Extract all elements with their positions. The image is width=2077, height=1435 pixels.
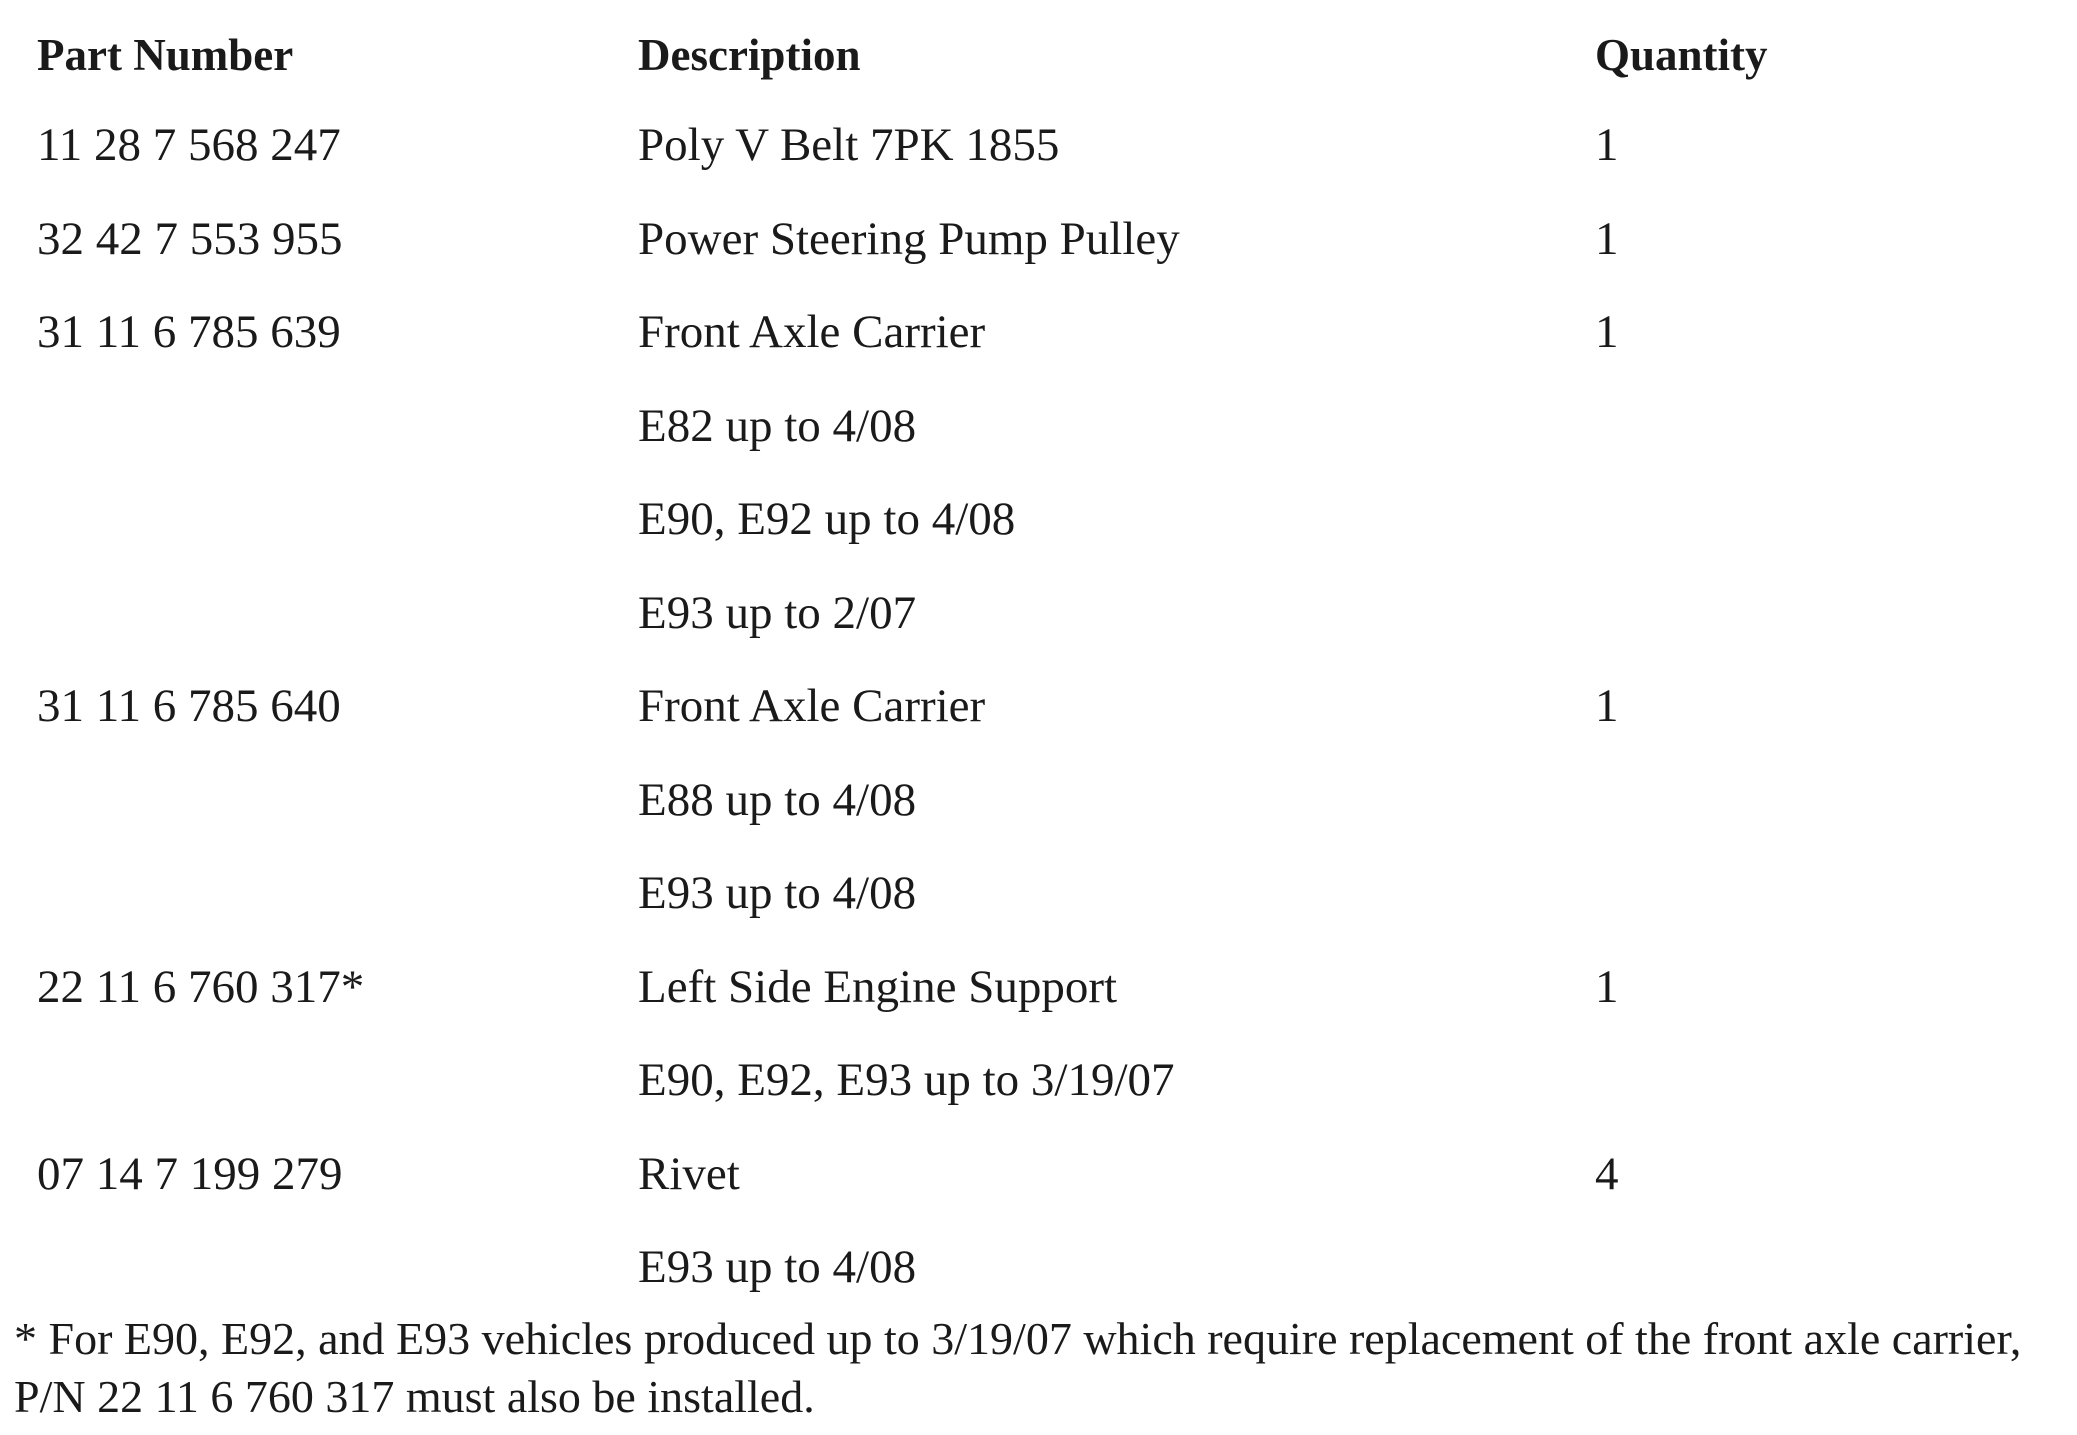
part-number-cell: 32 42 7 553 955 <box>37 212 343 265</box>
description-cell: Poly V Belt 7PK 1855 <box>638 119 1060 171</box>
description-cell: Left Side Engine Support <box>638 960 1118 1013</box>
table-row <box>37 576 2037 670</box>
description-cell: Front Axle Carrier <box>638 680 986 732</box>
table-row <box>37 1043 2037 1137</box>
parts-table <box>37 18 2037 1324</box>
table-row <box>37 389 2037 483</box>
table-row <box>37 202 2037 296</box>
table-row <box>37 669 2037 763</box>
description-cell: E93 up to 4/08 <box>638 1241 917 1293</box>
description-cell: E90, E92 up to 4/08 <box>638 493 1016 545</box>
header-part-number: Part Number <box>37 30 294 80</box>
description-cell: E93 up to 4/08 <box>638 867 917 919</box>
part-number-cell: 22 11 6 760 317* <box>37 960 365 1013</box>
part-number-cell: 11 28 7 568 247 <box>37 119 341 171</box>
part-number-cell: 07 14 7 199 279 <box>37 1147 343 1200</box>
footnote: * For E90, E92, and E93 vehicles produced up to 3/19/07 which require replacement of the front axle carrier, P/N 22 11 6 760 317 must also be installed. <box>14 1313 2022 1422</box>
table-row <box>37 763 2037 857</box>
table-row <box>37 482 2037 576</box>
header-description: Description <box>638 30 861 80</box>
table-row <box>37 950 2037 1044</box>
description-cell: Front Axle Carrier <box>638 306 986 358</box>
quantity-cell: 1 <box>1595 119 1619 171</box>
quantity-cell: 1 <box>1595 680 1619 732</box>
header-quantity: Quantity <box>1595 30 1768 80</box>
quantity-cell: 1 <box>1595 212 1619 265</box>
table-row <box>37 295 2037 389</box>
description-cell: E93 up to 2/07 <box>638 586 917 639</box>
quantity-cell: 4 <box>1595 1147 1619 1200</box>
part-number-cell: 31 11 6 785 640 <box>37 680 341 732</box>
table-row <box>37 856 2037 950</box>
description-cell: Rivet <box>638 1147 740 1200</box>
table-row <box>37 1137 2037 1231</box>
description-cell: E88 up to 4/08 <box>638 773 917 826</box>
quantity-cell: 1 <box>1595 306 1619 358</box>
quantity-cell: 1 <box>1595 960 1619 1013</box>
table-header-row <box>37 18 2037 92</box>
description-cell: Power Steering Pump Pulley <box>638 212 1180 265</box>
part-number-cell: 31 11 6 785 639 <box>37 306 341 358</box>
description-cell: E90, E92, E93 up to 3/19/07 <box>638 1054 1175 1106</box>
description-cell: E82 up to 4/08 <box>638 399 917 452</box>
table-row <box>37 108 2037 202</box>
